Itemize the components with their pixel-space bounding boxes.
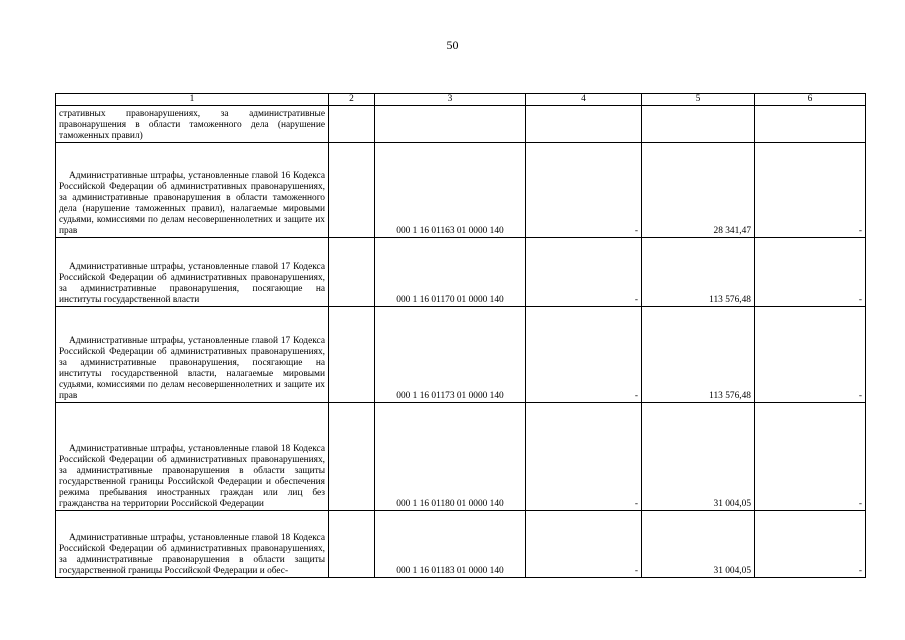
table-row	[56, 143, 866, 238]
row-code: 000 1 16 01183 01 0000 140	[375, 511, 526, 578]
row-name: Административные штрафы, установленные главой 16 Кодекса Российской Федерации об административных правонарушениях, за административные правонарушения в области таможенного дела (нарушение таможенных правил), налагаемые мировыми судьями, комиссиями по делам несовершеннолетних и защите их прав	[59, 171, 325, 236]
row-col2	[329, 511, 375, 578]
row-col4: -	[526, 143, 642, 238]
column-header-5: 5	[642, 94, 755, 106]
row-col5: 113 576,48	[642, 307, 755, 403]
row-col2	[329, 143, 375, 238]
row-col6: -	[755, 511, 866, 578]
row-col5: 31 004,05	[642, 403, 755, 511]
row-code: 000 1 16 01163 01 0000 140	[375, 143, 526, 238]
table-row	[56, 403, 866, 511]
page-number: 50	[446, 38, 459, 52]
row-col5: 28 341,47	[642, 143, 755, 238]
column-header-3: 3	[375, 94, 526, 106]
row-col5: 31 004,05	[642, 511, 755, 578]
row-name: Административные штрафы, установленные главой 17 Кодекса Российской Федерации об административных правонарушениях, за административные правонарушения, посягающие на институты государственной власти, налагаемые мировыми судьями, комиссиями по делам несовершеннолетних и защите их прав	[59, 336, 325, 401]
row-code	[375, 106, 526, 143]
row-col6: -	[755, 238, 866, 307]
table-row	[56, 106, 866, 143]
row-col2	[329, 307, 375, 403]
budget-table	[55, 93, 866, 578]
column-header-6: 6	[755, 94, 866, 106]
column-header-4: 4	[526, 94, 642, 106]
table-row	[56, 238, 866, 307]
table-row	[56, 511, 866, 578]
row-name: Административные штрафы, установленные главой 18 Кодекса Российской Федерации об административных правонарушениях, за административные правонарушения в области защиты государственной границы Российской Федерации и обес-	[59, 533, 325, 576]
row-code: 000 1 16 01173 01 0000 140	[375, 307, 526, 403]
row-col6: -	[755, 307, 866, 403]
row-col4: -	[526, 511, 642, 578]
row-name: Административные штрафы, установленные главой 18 Кодекса Российской Федерации об административных правонарушениях, за административные правонарушения в области защиты государственной границы Российской Федерации и обеспечения режима пребывания иностранных граждан или лиц без гражданства на территории Российской Федерации	[59, 444, 325, 509]
row-col5	[642, 106, 755, 143]
row-name: Административные штрафы, установленные главой 17 Кодекса Российской Федерации об административных правонарушениях, за административные правонарушения, посягающие на институты государственной власти	[59, 262, 325, 305]
column-header-1: 1	[56, 94, 329, 106]
table-header-row	[56, 94, 866, 106]
row-col2	[329, 238, 375, 307]
row-col4	[526, 106, 642, 143]
row-col2	[329, 106, 375, 143]
row-col6: -	[755, 143, 866, 238]
row-col4: -	[526, 403, 642, 511]
row-code: 000 1 16 01170 01 0000 140	[375, 238, 526, 307]
row-col4: -	[526, 307, 642, 403]
row-col2	[329, 403, 375, 511]
row-col6: -	[755, 403, 866, 511]
row-code: 000 1 16 01180 01 0000 140	[375, 403, 526, 511]
column-header-2: 2	[329, 94, 375, 106]
row-col4: -	[526, 238, 642, 307]
table-row	[56, 307, 866, 403]
row-col6	[755, 106, 866, 143]
row-col5: 113 576,48	[642, 238, 755, 307]
row-name: стративных правонарушениях, за административные правонарушения в области таможенного дела (нарушение таможенных правил)	[56, 106, 329, 143]
